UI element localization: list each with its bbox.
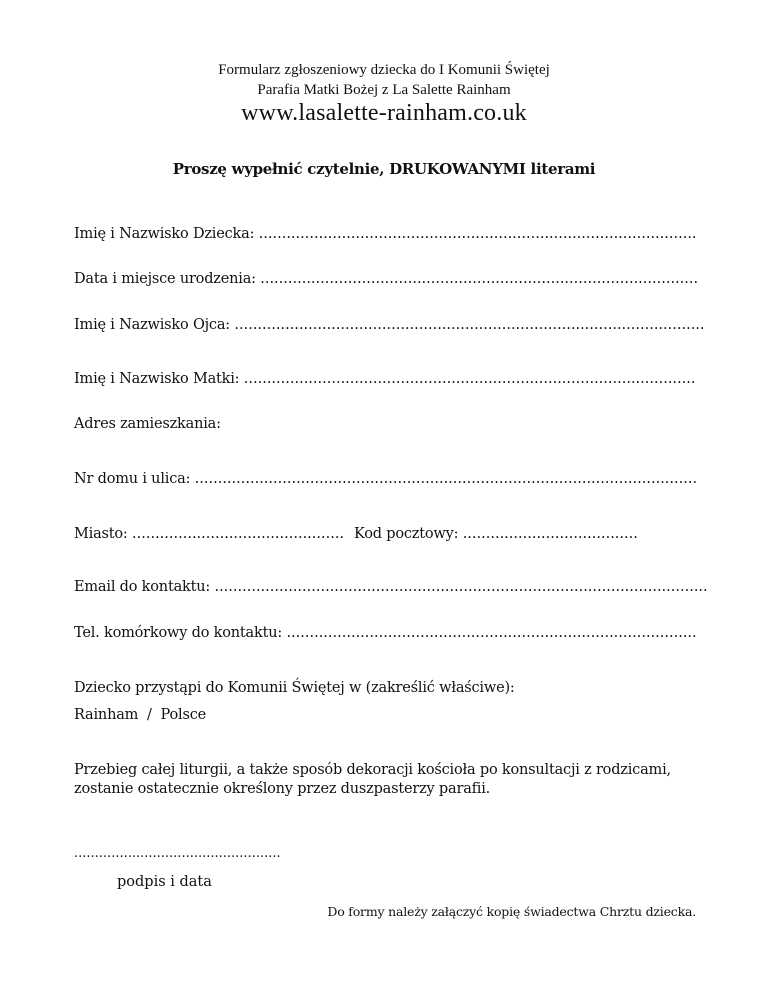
phone-label: Tel. komórkowy do kontaktu: <box>74 625 287 641</box>
street-blank[interactable]: ............................................................................................................. <box>194 471 698 487</box>
postcode-field[interactable] <box>354 526 638 542</box>
signature-line[interactable]: .................................................. <box>74 846 281 861</box>
email-field[interactable] <box>74 579 708 595</box>
postcode-blank[interactable]: ...................................... <box>462 526 638 542</box>
city-field[interactable] <box>74 526 344 542</box>
birth-label: Data i miejsce urodzenia: <box>74 271 261 287</box>
mother-name-field[interactable] <box>74 371 695 387</box>
child-name-label: Imię i Nazwisko Dziecka: <box>74 226 259 242</box>
street-label: Nr domu i ulica: <box>74 471 195 487</box>
liturgy-note: Przebieg całej liturgii, a także sposób dekoracji kościoła po konsultacji z rodzicami, zostanie ostatecznie określony przez duszpasterzy parafii. <box>74 762 671 797</box>
birth-blank[interactable]: ............................................................................................... <box>260 271 699 287</box>
child-name-field[interactable] <box>74 226 697 242</box>
street-field[interactable] <box>74 471 697 487</box>
mother-name-blank[interactable]: .................................................................................................. <box>243 371 696 387</box>
birth-field[interactable] <box>74 271 698 287</box>
communion-options[interactable]: Rainham / Polsce <box>74 707 207 723</box>
father-name-field[interactable] <box>74 317 705 333</box>
phone-blank[interactable]: ......................................................................................... <box>286 625 697 641</box>
email-blank[interactable]: ........................................................................................................... <box>214 579 708 595</box>
father-name-blank[interactable]: ...................................................................................................... <box>234 317 705 333</box>
city-blank[interactable]: .............................................. <box>132 526 345 542</box>
phone-field[interactable] <box>74 625 697 641</box>
signature-label: podpis i data <box>117 874 212 890</box>
fill-instruction: Proszę wypełnić czytelnie, DRUKOWANYMI literami <box>172 160 596 178</box>
communion-question: Dziecko przystąpi do Komunii Świętej w (zakreślić właściwe): <box>74 680 515 696</box>
form-title: Formularz zgłoszeniowy dziecka do I Komunii Świętej <box>218 62 550 78</box>
postcode-label: Kod pocztowy: <box>354 526 463 542</box>
baptism-certificate-note: Do formy należy załączyć kopię świadectwa Chrztu dziecka. <box>327 904 696 919</box>
city-label: Miasto: <box>74 526 133 542</box>
parish-name: Parafia Matki Bożej z La Salette Rainham <box>257 82 511 98</box>
child-name-blank[interactable]: ............................................................................................... <box>258 226 697 242</box>
parish-website: www.lasalette-rainham.co.uk <box>241 100 527 126</box>
email-label: Email do kontaktu: <box>74 579 215 595</box>
father-name-label: Imię i Nazwisko Ojca: <box>74 317 235 333</box>
mother-name-label: Imię i Nazwisko Matki: <box>74 371 244 387</box>
address-heading: Adres zamieszkania: <box>74 416 221 432</box>
